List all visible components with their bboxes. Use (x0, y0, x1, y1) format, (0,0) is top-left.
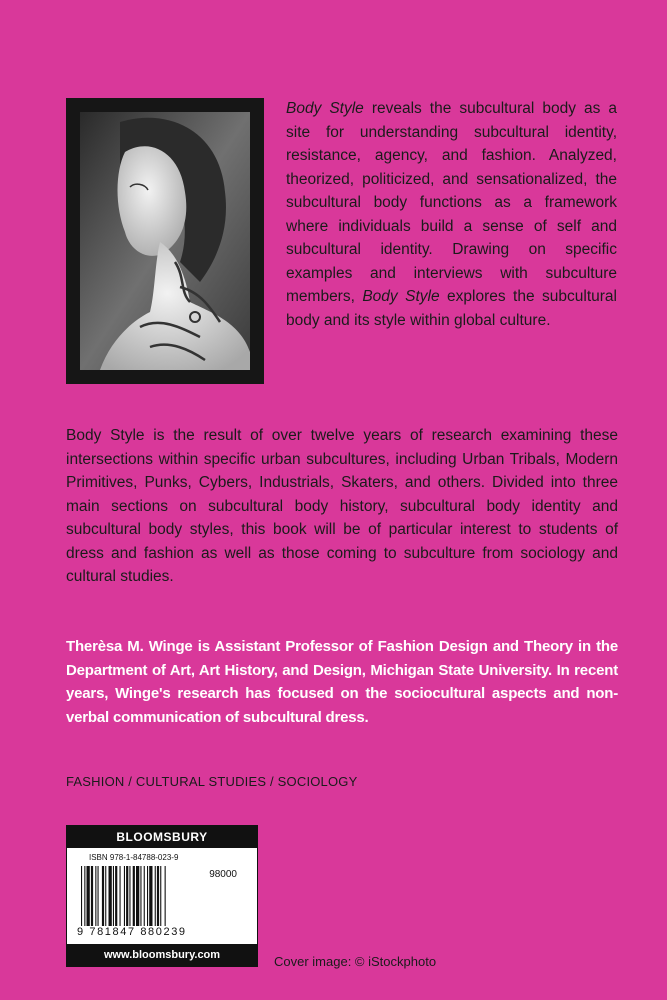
barcode-box (66, 825, 258, 967)
ean-number: 9 781847 880239 (77, 926, 187, 938)
cover-photo (80, 112, 250, 370)
book-description: Body Style is the result of over twelve years of research examining these intersections within specific urban subcultures, including Urban Tribals, Modern Primitives, Punks, Cybers, Industrials, Skaters, and others. Divided into three main sections on subcultural body history, subcultural body identity and subcultural body styles, this book will be of particular interest to students of dress and fashion as well as those coming to subculture from sociology and cultural studies. (66, 427, 618, 585)
cover-photo-frame (66, 98, 264, 384)
blurb-text-2: explores the subcultural body and its style within global culture. (286, 288, 617, 329)
publisher-website: www.bloomsbury.com (67, 944, 257, 966)
cover-image-credit: Cover image: © iStockphoto (274, 954, 437, 969)
subject-categories: FASHION / CULTURAL STUDIES / SOCIOLOGY (66, 774, 358, 789)
blurb-text-1: reveals the subcultural body as a site for understanding subcultural identity, resistance, agency, and fashion. Analyzed, theorized, politicized, and sensationalized, the subcultural body functions as a framework where individuals build a sense of self and subcultural identity. Drawing on specific examples and interviews with subculture members, (286, 100, 617, 305)
barcode-icon (81, 866, 233, 926)
author-bio: Therèsa M. Winge is Assistant Professor of Fashion Design and Theory in the Department of Art, Art History, and Design, Michigan State University. In recent years, Winge's research has focused on the sociocultural aspects and non-verbal communication of subcultural dress. (66, 638, 618, 726)
price-code: 98000 (209, 869, 237, 880)
isbn-text: ISBN 978-1-84788-023-9 (89, 853, 179, 862)
publisher-name: BLOOMSBURY (67, 826, 257, 848)
blurb-title-1: Body Style (286, 100, 364, 117)
book-blurb (286, 97, 617, 332)
tattooed-woman-photo (80, 112, 250, 370)
blurb-title-2: Body Style (362, 288, 440, 305)
